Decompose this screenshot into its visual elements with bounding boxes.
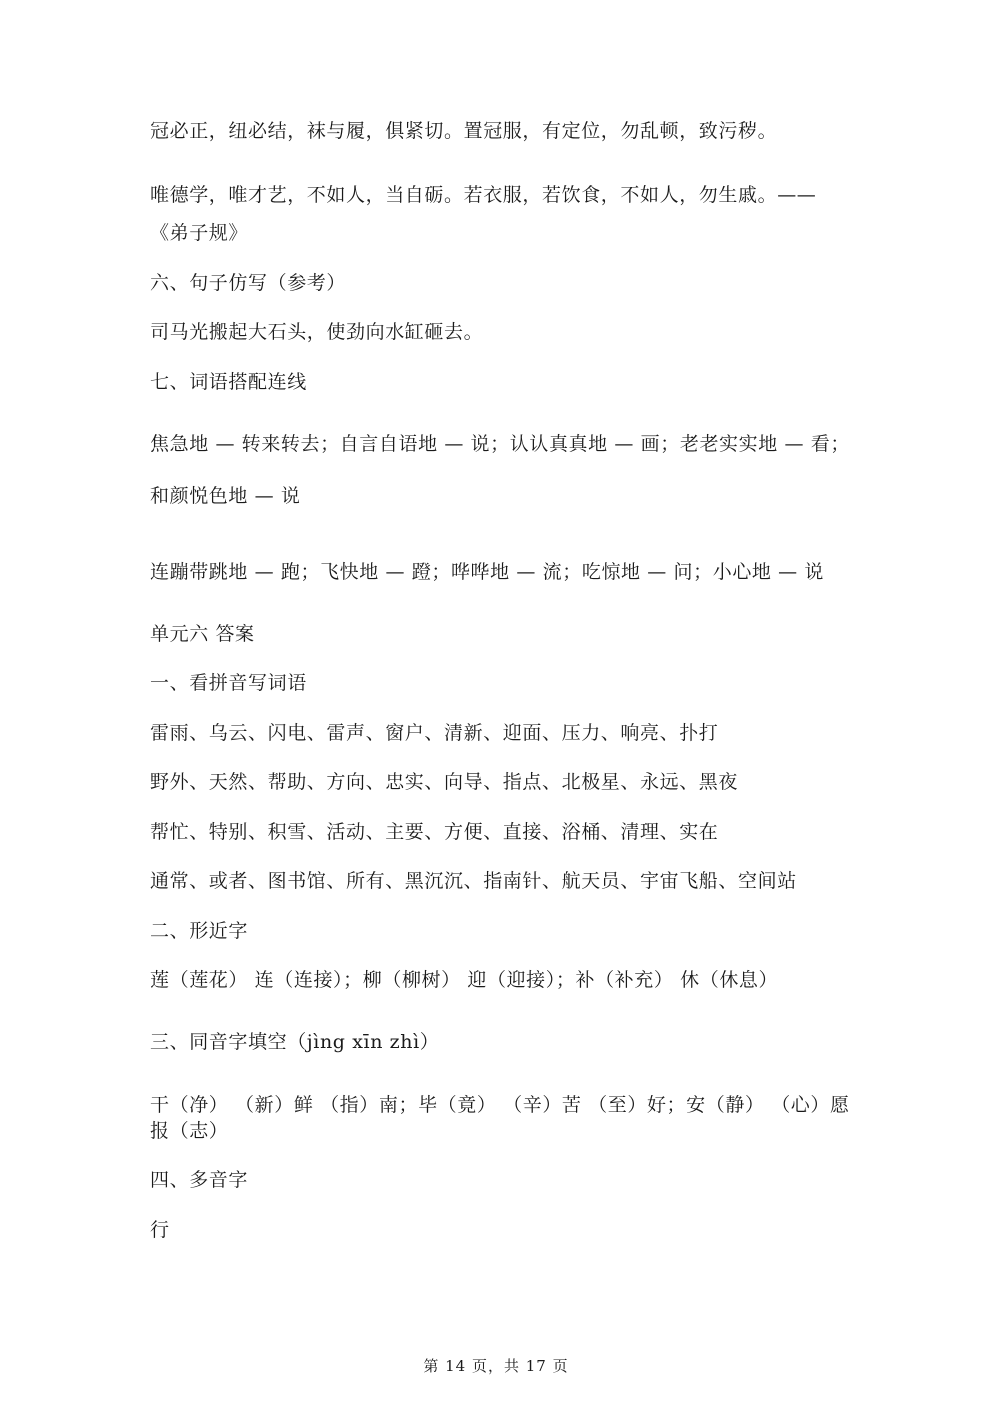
section-heading-7: 七、词语搭配连线 [150, 371, 307, 393]
text-line-1: 冠必正，纽必结，袜与履，俱紧切。置冠服，有定位，勿乱顿，致污秽。 [150, 120, 778, 142]
text-line-7: 雷雨、乌云、闪电、雷声、窗户、清新、迎面、压力、响亮、扑打 [150, 722, 719, 744]
text-line-6: 连蹦带跳地 — 跑；飞快地 — 蹬；哗哗地 — 流；吃惊地 — 问；小心地 — 说 [150, 561, 824, 583]
text-line-3: 司马光搬起大石头，使劲向水缸砸去。 [150, 321, 484, 343]
unit-heading: 单元六 答案 [150, 623, 255, 645]
section-heading-6: 六、句子仿写（参考） [150, 272, 347, 294]
section-heading-2: 二、形近字 [150, 920, 249, 942]
text-line-13: 行 [150, 1219, 170, 1241]
text-line-9: 帮忙、特别、积雪、活动、主要、方便、直接、浴桶、清理、实在 [150, 821, 719, 843]
text-line-2: 唯德学，唯才艺，不如人，当自砺。若衣服，若饮食，不如人，勿生戚。——《弟子规》 [150, 184, 817, 244]
text-line-10: 通常、或者、图书馆、所有、黑沉沉、指南针、航天员、宇宙飞船、空间站 [150, 870, 797, 892]
page-number-footer: 第 14 页，共 17 页 [423, 1357, 569, 1375]
section-heading-1: 一、看拼音写词语 [150, 672, 307, 694]
text-line-4: 焦急地 — 转来转去；自言自语地 — 说；认认真真地 — 画；老老实实地 — 看； [150, 433, 850, 455]
text-line-12: 干（净） （新）鲜 （指）南；毕（竟） （辛）苦 （至）好；安（静） （心）愿 报（志） [150, 1094, 850, 1142]
text-line-11: 莲（莲花） 连（连接）；柳（柳树） 迎（迎接）；补（补充） 休（休息） [150, 969, 779, 991]
text-line-8: 野外、天然、帮助、方向、忠实、向导、指点、北极星、永远、黑夜 [150, 771, 739, 793]
section-heading-4: 四、多音字 [150, 1169, 249, 1191]
text-line-5: 和颜悦色地 — 说 [150, 485, 301, 507]
section-heading-3: 三、同音字填空（jìng xīn zhì） [150, 1031, 440, 1053]
